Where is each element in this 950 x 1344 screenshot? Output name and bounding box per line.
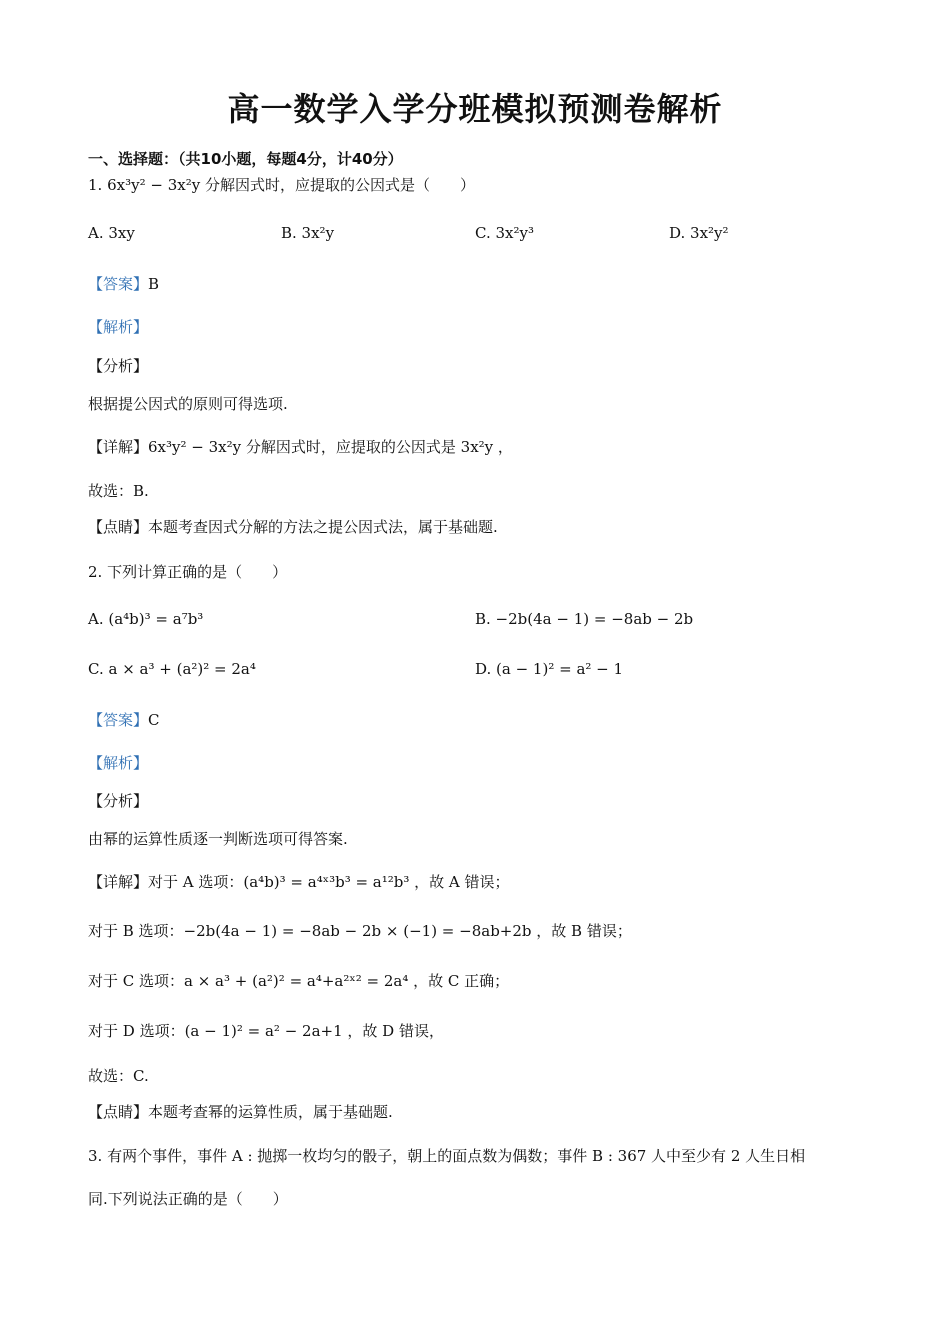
- q2-detail-a: [88, 871, 510, 893]
- q2-choose: 故选：C.: [88, 1067, 149, 1085]
- comment-text: 本题考查幂的运算性质，属于基础题.: [148, 1103, 393, 1121]
- q2-detail-b: 对于 B 选项：−2b(4a − 1) = −8ab − 2b × (−1) = −8ab+2b ，故 B 错误；: [88, 922, 632, 940]
- detail-tag: 【详解】: [88, 873, 149, 891]
- answer-value: B: [148, 275, 160, 293]
- q1-answer: [88, 273, 159, 295]
- answer-value: C: [148, 711, 160, 729]
- q1-option-d: D. 3x²y²: [669, 224, 729, 242]
- q2-option-a: A. (a⁴b)³ = a⁷b³: [88, 610, 204, 628]
- q2-detail-c: 对于 C 选项：a × a³ + (a²)² = a⁴+a²ˣ² = 2a⁴ ，故 C 正确；: [88, 972, 510, 990]
- page-title: 高一数学入学分班模拟预测卷解析: [227, 90, 723, 128]
- comment-tag: 【点睛】: [88, 1103, 149, 1121]
- q2-answer: [88, 709, 160, 731]
- question-3-stem-line1: 3. 有两个事件，事件 A : 抛掷一枚均匀的骰子，朝上的面点数为偶数；事件 B : 367 人中至少有 2 人生日相: [88, 1147, 806, 1165]
- q2-detail-d: 对于 D 选项：(a − 1)² = a² − 2a+1 ，故 D 错误，: [88, 1022, 444, 1040]
- q2-comment: [88, 1101, 393, 1123]
- answer-tag: 【答案】: [88, 275, 149, 293]
- q2-analysis-tag: 【解析】: [88, 754, 149, 772]
- q1-fenxi: 根据提公因式的原则可得选项.: [88, 395, 288, 413]
- q1-comment: [88, 516, 498, 538]
- question-3-stem-line2: 同.下列说法正确的是（ ）: [88, 1190, 288, 1208]
- q1-option-b: B. 3x²y: [281, 224, 335, 242]
- answer-tag: 【答案】: [88, 711, 149, 729]
- q1-analysis-tag: 【解析】: [88, 318, 149, 336]
- q2-option-d: D. (a − 1)² = a² − 1: [475, 660, 624, 678]
- q2-option-c: C. a × a³ + (a²)² = 2a⁴: [88, 660, 256, 678]
- comment-text: 本题考查因式分解的方法之提公因式法，属于基础题.: [148, 518, 498, 536]
- q1-choose: 故选：B.: [88, 482, 149, 500]
- q2-fenxi: 由幂的运算性质逐一判断选项可得答案.: [88, 830, 348, 848]
- q1-detail: [88, 436, 513, 458]
- q2-fenxi-tag: 【分析】: [88, 792, 149, 810]
- q2-option-b: B. −2b(4a − 1) = −8ab − 2b: [475, 610, 694, 628]
- section-heading: 一、选择题：（共10小题，每题4分，计40分）: [88, 150, 403, 168]
- q1-option-a: A. 3xy: [88, 224, 135, 242]
- question-2-stem: 2. 下列计算正确的是（ ）: [88, 563, 288, 581]
- q1-option-c: C. 3x²y³: [475, 224, 534, 242]
- comment-tag: 【点睛】: [88, 518, 149, 536]
- detail-tag: 【详解】: [88, 438, 149, 456]
- q1-fenxi-tag: 【分析】: [88, 357, 149, 375]
- detail-text: 6x³y² − 3x²y 分解因式时，应提取的公因式是 3x²y ，: [148, 438, 513, 456]
- question-1-stem: 1. 6x³y² − 3x²y 分解因式时，应提取的公因式是（ ）: [88, 176, 475, 194]
- detail-text: 对于 A 选项：(a⁴b)³ = a⁴ˣ³b³ = a¹²b³ ，故 A 错误；: [148, 873, 510, 891]
